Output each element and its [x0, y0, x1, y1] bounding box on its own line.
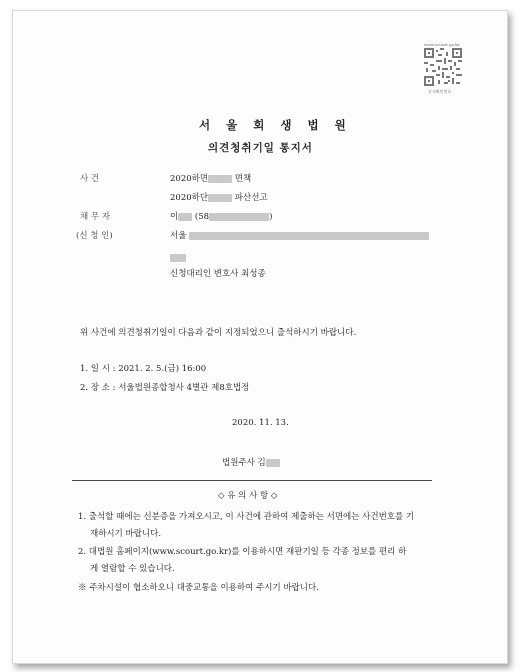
- debtor-address: 서울: [170, 229, 429, 241]
- qr-code: [424, 48, 462, 86]
- case-label: 사 건: [80, 174, 100, 184]
- redaction: [189, 232, 429, 240]
- redaction: [209, 213, 269, 221]
- hearing-date: 1. 일 시 : 2021. 2. 5.(금) 16:00: [80, 364, 207, 374]
- note-item-1-cont: 재하시기 바랍니다.: [90, 529, 162, 539]
- applicant-label: (신 청 인): [76, 231, 113, 241]
- clerk-name: 법원주사 김: [222, 456, 280, 468]
- redaction: [208, 175, 232, 183]
- notes-title: ◇ 유 의 사 항 ◇: [218, 491, 278, 501]
- note-item-2-cont: 게 열람할 수 있습니다.: [90, 564, 175, 574]
- debtor-address-cont: [170, 247, 186, 266]
- case-number-1: 2020하면 면책: [170, 174, 252, 184]
- court-name: 서 울 회 생 법 원: [199, 118, 352, 132]
- notice-title: 의견청취기일 통지서: [208, 142, 313, 154]
- notice-body: 위 사건에 의견청취기일이 다음과 같이 지정되었으니 출석하시기 바랍니다.: [80, 328, 357, 338]
- redaction: [208, 194, 232, 202]
- qr-site-label: www.scourt.go.kr: [424, 42, 460, 47]
- divider-line: [72, 480, 432, 481]
- hearing-place: 2. 장 소 : 서울법원종합청사 4별관 제8호법정: [80, 383, 250, 393]
- qr-caption: 문서확인번호: [428, 89, 452, 94]
- note-item-1: 1. 출석할 때에는 신분증을 가져오시고, 이 사건에 관하여 제출하는 서면에는 사건번호를 기: [78, 512, 415, 522]
- redaction: [266, 459, 280, 467]
- note-item-2: 2. 대법원 홈페이지(www.scourt.go.kr)를 이용하시면 재판기일 등 각종 정보를 편리 하: [78, 547, 407, 557]
- debtor-name: 이 (58 ): [170, 212, 273, 222]
- applicant-agent: 신청대리인 변호사 최성종: [170, 269, 266, 279]
- case-number-2: 2020하단 파산선고: [170, 193, 268, 203]
- redaction: [170, 254, 186, 262]
- redaction: [178, 213, 192, 221]
- note-item-3: ※ 주차시설이 협소하오니 대중교통을 이용하여 주시기 바랍니다.: [78, 583, 319, 593]
- debtor-label: 채 무 자: [80, 212, 111, 222]
- issue-date: 2020. 11. 13.: [232, 418, 289, 428]
